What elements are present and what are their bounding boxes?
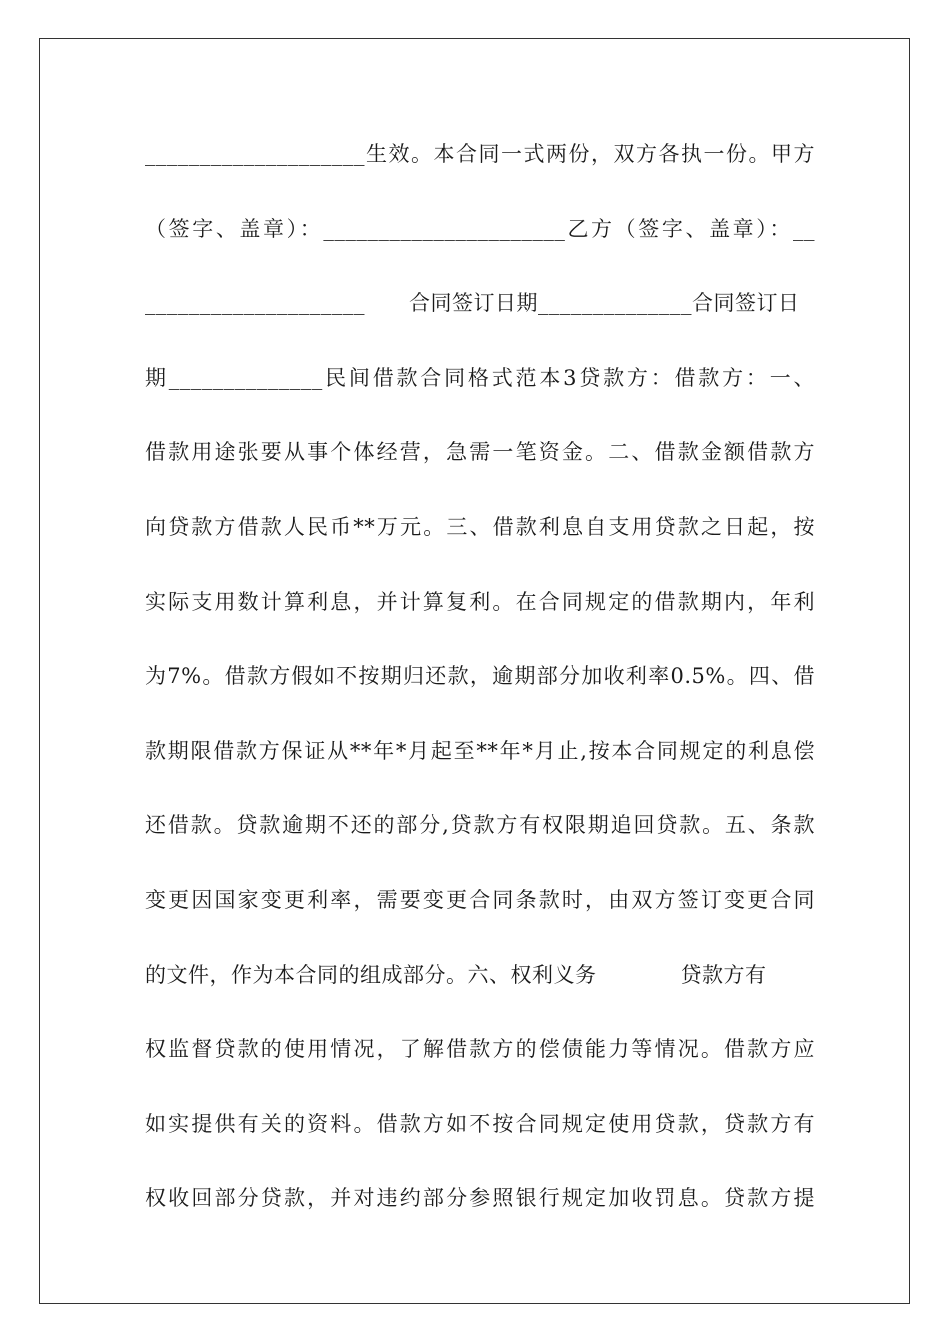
- text-line-6: 向贷款方借款人民币**万元。三、借款利息自支用贷款之日起，按: [145, 514, 815, 539]
- text-line-13: 权监督贷款的使用情况，了解借款方的偿债能力等情况。借款方应: [145, 1037, 815, 1062]
- text-line-3-signing-date: 合同签订日期______________合同签订日: [409, 291, 800, 316]
- text-line-12-left: 的文件，作为本合同的组成部分。六、权利义务: [145, 962, 597, 987]
- text-line-3: [145, 275, 815, 350]
- text-line-1: ____________________生效。本合同一式两份，双方各执一份。甲方: [145, 142, 815, 166]
- text-line-7: 实际支用数计算利息，并计算复利。在合同规定的借款期内，年利: [145, 589, 815, 614]
- text-line-14: 如实提供有关的资料。借款方如不按合同规定使用贷款，贷款方有: [145, 1111, 815, 1136]
- text-line-4: 期______________民间借款合同格式范本3贷款方：借款方：一、: [145, 365, 815, 390]
- text-line-5: 借款用途张要从事个体经营，急需一笔资金。二、借款金额借款方: [145, 440, 815, 465]
- text-line-9: 款期限借款方保证从**年*月起至**年*月止,按本合同规定的利息偿: [145, 738, 815, 763]
- text-line-10: 还借款。贷款逾期不还的部分,贷款方有权限期追回贷款。五、条款: [145, 813, 815, 838]
- text-line-11: 变更因国家变更利率，需要变更合同条款时，由双方签订变更合同: [145, 887, 815, 912]
- text-line-12-right: 贷款方有: [680, 962, 767, 987]
- text-line-15: 权收回部分贷款，并对违约部分参照银行规定加收罚息。贷款方提: [145, 1186, 815, 1211]
- text-line-3-blank: ____________________: [145, 291, 365, 316]
- text-line-8: 为7%。借款方假如不按期归还款，逾期部分加收利率0.5%。四、借: [145, 664, 815, 689]
- document-body: [145, 126, 815, 1245]
- text-line-12: [145, 947, 815, 1022]
- text-line-2: （签字、盖章）：______________________乙方（签字、盖章）：__: [145, 216, 815, 241]
